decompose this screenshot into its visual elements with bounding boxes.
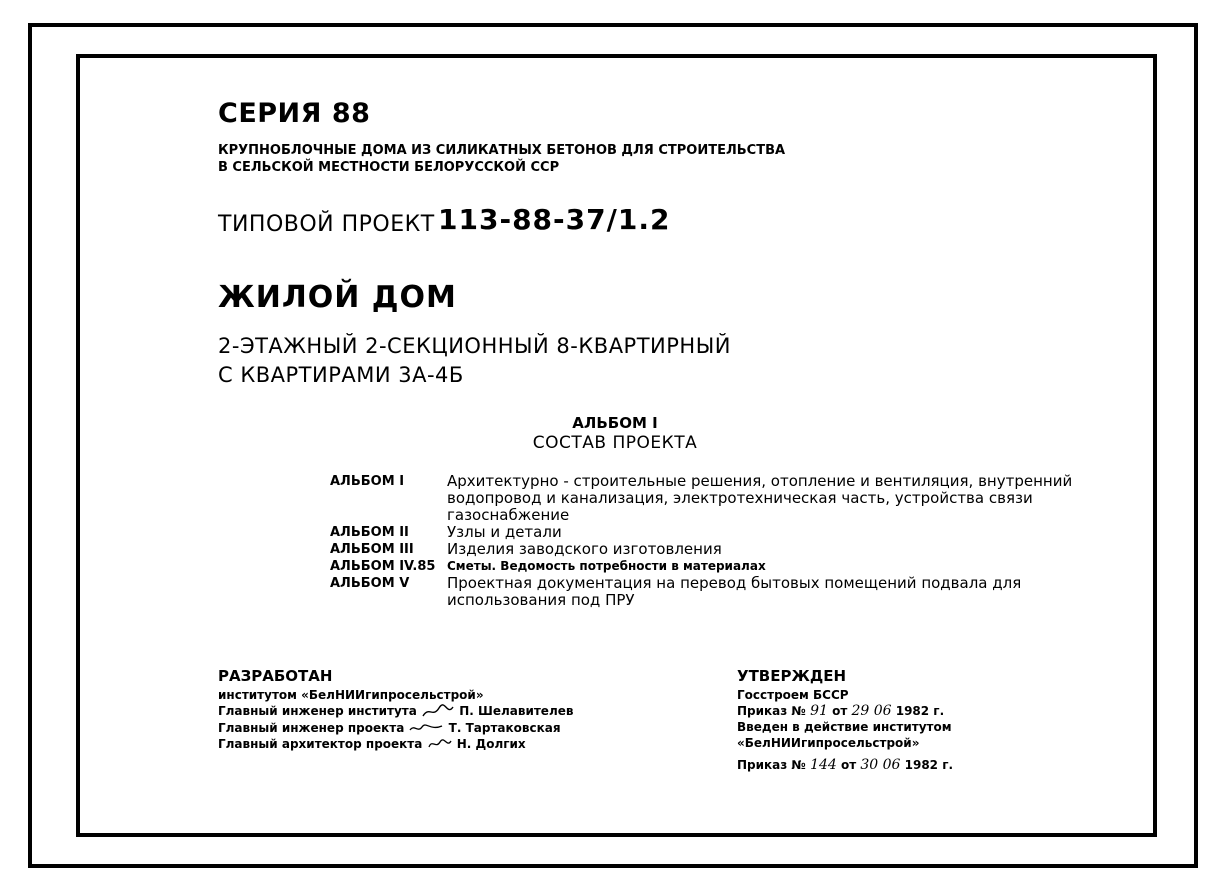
chief-engineer-name: П. Шелавителев — [459, 704, 574, 718]
order-2-prefix: Приказ № — [737, 758, 811, 772]
order-2-line — [737, 757, 953, 773]
description-line-2: С КВАРТИРАМИ 3А-4Б — [218, 363, 464, 387]
developed-heading: РАЗРАБОТАН — [218, 667, 333, 685]
project-engineer-name: Т. Тартаковская — [448, 720, 561, 735]
order-2-date: 30 06 — [860, 757, 901, 773]
architect-line — [218, 736, 573, 752]
building-description — [218, 332, 731, 390]
contents-list — [330, 473, 1137, 609]
album-description: Проектная документация на перевод бытовых помещений подвала для использования под ПРУ — [447, 574, 1022, 609]
approved-block — [737, 668, 953, 773]
album-description: Узлы и детали — [447, 523, 562, 541]
intro-line-1: Введен в действие институтом — [737, 720, 952, 734]
subtitle-line-2: В СЕЛЬСКОЙ МЕСТНОСТИ БЕЛОРУССКОЙ ССР — [218, 160, 560, 175]
album-label: АЛЬБОМ I — [330, 474, 405, 489]
order-1-date: 29 06 — [851, 703, 892, 719]
album-label: АЛЬБОМ II — [330, 525, 409, 540]
order-1-year: 1982 г. — [891, 704, 945, 718]
album-heading: АЛЬБОМ I — [572, 414, 658, 432]
order-1-from: от — [827, 704, 852, 718]
chief-engineer-role: Главный инженер института — [218, 704, 417, 718]
chief-engineer-line — [218, 703, 573, 720]
project-engineer-role: Главный инженер проекта — [218, 720, 405, 735]
order-1-prefix: Приказ № — [737, 704, 811, 718]
signature-icon — [427, 737, 453, 751]
architect-role: Главный архитектор проекта — [218, 736, 423, 751]
order-1-line — [737, 703, 953, 719]
album-description: Изделия заводского изготовления — [447, 540, 722, 558]
description-line-1: 2-ЭТАЖНЫЙ 2-СЕКЦИОННЫЙ 8-КВАРТИРНЫЙ — [218, 334, 731, 358]
project-code: 113-88-37/1.2 — [438, 203, 671, 236]
authority-line: Госстроем БССР — [737, 688, 849, 702]
album-label: АЛЬБОМ IV.85 — [330, 559, 436, 574]
album-subtitle: СОСТАВ ПРОЕКТА — [532, 433, 698, 453]
list-item — [330, 524, 1137, 541]
album-description: Архитектурно - строительные решения, отопление и вентиляция, внутренний водопровод и канализация, электротехническая часть, устройства связи газоснабжение — [447, 472, 1073, 524]
building-title: ЖИЛОЙ ДОМ — [218, 280, 457, 315]
list-item — [330, 541, 1137, 558]
album-description: Сметы. Ведомость потребности в материалах — [447, 559, 766, 573]
order-2-from: от — [836, 758, 861, 772]
album-label: АЛЬБОМ V — [330, 576, 410, 591]
order-1-number: 91 — [810, 703, 828, 719]
signature-icon — [421, 704, 455, 720]
list-item — [330, 575, 1137, 609]
subtitle-line-1: КРУПНОБЛОЧНЫЕ ДОМА ИЗ СИЛИКАТНЫХ БЕТОНОВ ДЛЯ СТРОИТЕЛЬСТВА — [218, 143, 786, 158]
order-2-number: 144 — [810, 757, 837, 773]
project-engineer-line — [218, 720, 573, 736]
architect-name: Н. Долгих — [456, 736, 526, 751]
album-label: АЛЬБОМ III — [330, 542, 414, 557]
intro-line-2: «БелНИИгипросельстрой» — [737, 736, 920, 750]
order-2-year: 1982 г. — [900, 758, 954, 772]
list-item — [330, 558, 1137, 575]
signature-icon — [408, 721, 444, 735]
developed-block — [218, 668, 573, 752]
approved-heading: УТВЕРЖДЕН — [737, 667, 846, 685]
project-label: ТИПОВОЙ ПРОЕКТ — [218, 212, 435, 237]
list-item — [330, 473, 1137, 524]
institute-line: институтом «БелНИИгипросельстрой» — [218, 688, 484, 702]
series-title: СЕРИЯ 88 — [218, 98, 371, 129]
series-subtitle — [218, 142, 785, 176]
